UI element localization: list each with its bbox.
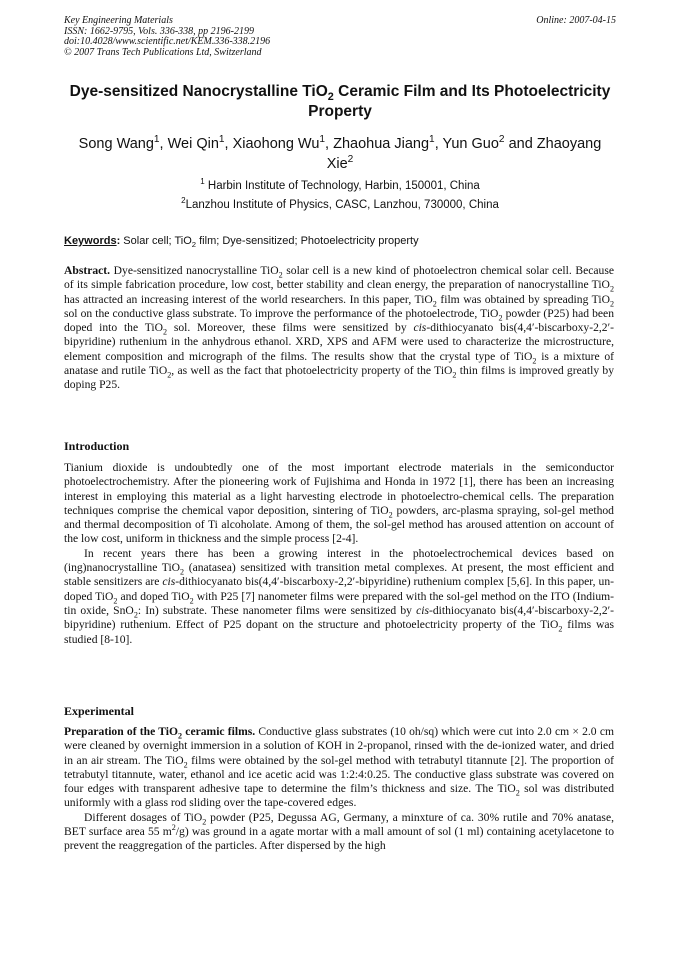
author-name: , Wei Qin	[159, 136, 219, 152]
text-run: sol on the conductive glass substrate. To improve the performance of the photoelectrode, TiO	[64, 306, 499, 320]
author-name: , Yun Guo	[434, 136, 499, 152]
subscript: 2	[189, 595, 194, 605]
title-text-cont: Ceramic Film and Its Photoelectricity Property	[308, 83, 611, 120]
text-run: and doped TiO	[117, 589, 190, 603]
text-run: sol. Moreover, these films were sensitized by	[167, 321, 414, 335]
affiliation-2	[64, 198, 616, 212]
affil-marker: 1	[218, 134, 225, 146]
author-name: and Zhaoyang Xie	[326, 136, 602, 172]
subscript: 2	[432, 298, 437, 308]
subscript: 2	[515, 788, 520, 798]
affiliation-1	[64, 179, 616, 193]
text-run: : In) substrate. These nanometer films were sensitized by	[137, 603, 417, 617]
text-run: powder (P25) had been doped into the TiO	[64, 306, 614, 335]
subscript: 2	[498, 313, 503, 323]
subscript: 2	[452, 370, 457, 380]
subscript: 2	[609, 298, 615, 308]
affil-text: Lanzhou Institute of Physics, CASC, Lanzhou, 730000, China	[185, 199, 499, 211]
subscript: 2	[183, 759, 188, 769]
title-text: Dye-sensitized Nanocrystalline TiO	[69, 83, 328, 100]
text-run: In recent years there has been a growing interest in the photoelectrochemical devices based on (ing)nanocrystalline TiO	[64, 546, 614, 575]
author-name: , Xiaohong Wu	[224, 136, 320, 152]
affil-number: 2	[181, 196, 186, 206]
text-run: -dithiocyanato bis(4,4′-biscarboxy-2,2′-bipyridine) ruthenium in the anhydrous ethanol. XRD, XPS and AFM were used to characterize the microstructure, element composition and micrograph of the films. The results show that the crystal type of TiO	[64, 321, 614, 363]
text-run: Conductive glass substrates (10 oh/sq) which were cut into 2.0 cm × 2.0 cm were cleaned by overnight immersion in a solution of KOH in 2-propanol, rinsed with the de-ionized water, and dried in an air stream. The TiO	[64, 725, 614, 767]
subscript: 2	[167, 370, 172, 380]
subscript: 2	[191, 240, 197, 250]
subscript: 2	[178, 731, 183, 741]
abstract-label: Abstract.	[64, 264, 111, 277]
text-run: thin films is improved greatly by doping P25.	[64, 364, 614, 392]
text-run: films was studied [8-10].	[64, 618, 614, 646]
subscript: 2	[133, 610, 138, 620]
author-list	[64, 134, 616, 174]
section-heading-experimental: Experimental	[64, 704, 134, 718]
text-run: Dye-sensitized nanocrystalline TiO	[110, 264, 279, 277]
title-subscript: 2	[327, 91, 334, 104]
abstract-paragraph	[64, 264, 614, 393]
italic-text: cis	[413, 321, 427, 335]
text-run: is a mixture of anatase and rutile TiO	[64, 349, 614, 378]
affil-marker: 1	[429, 134, 435, 146]
italic-text: cis	[416, 603, 429, 617]
abstract	[64, 264, 614, 393]
journal-header	[64, 16, 616, 58]
italic-text: cis	[162, 575, 176, 589]
subscript: 2	[278, 270, 283, 280]
keywords-text: film; Dye-sensitized; Photoelectricity property	[196, 235, 419, 247]
subscript: 2	[532, 356, 537, 366]
text-run: films were obtained by the sol-gel method with tetrabutyl titannute [2]. The proportion of tetrabutyl titannute, water, ethanol and ice acetic acid was 1:2:4:0.25. The conductive glass substrate was covered on four edges with transparent adhesive tape to determine the film’s thickness and size. The TiO	[64, 753, 615, 796]
subscript: 2	[162, 327, 168, 337]
subscript: 2	[388, 510, 393, 520]
issn-line: ISSN: 1662-9795, Vols. 336-338, pp 2196-2199	[64, 25, 254, 37]
paragraph	[64, 811, 614, 854]
introduction-body	[64, 461, 614, 647]
text-run: -dithiocyanato bis(4,4′-biscarboxy-2,2′-bipyridine) ruthenium. Effect of P25 dopant on the structure and photoelectricity property of the TiO	[64, 603, 615, 632]
paper-title	[64, 82, 616, 122]
copyright-line: © 2007 Trans Tech Publications Ltd, Switzerland	[64, 46, 262, 58]
paragraph	[64, 547, 614, 647]
affil-marker: 2	[347, 154, 354, 166]
affil-marker: 1	[319, 134, 326, 146]
keywords-text: Solar cell; TiO	[120, 235, 192, 247]
section-heading-introduction: Introduction	[64, 439, 130, 453]
keywords-label: Keywords	[64, 235, 117, 247]
text-run: Preparation of the TiO	[64, 725, 179, 738]
doi-line: doi:10.4028/www.scientific.net/KEM.336-338.2196	[64, 36, 271, 47]
experimental-body	[64, 725, 614, 854]
text-run: has attracted an increasing interest of the world researchers. In this paper, TiO	[64, 292, 433, 306]
affil-text: Harbin Institute of Technology, Harbin, 150001, China	[204, 180, 480, 192]
keywords-colon: :	[116, 235, 121, 247]
text-run: powders, arc-plasma spraying, sol-gel method and thermal decomposition of Ti alcoholate. Among of them, the sol-gel method has aroused attention on account of the low cost, uniform in thickness and the simple process [2-4].	[64, 503, 614, 546]
text-run: solar cell is a new kind of photoelectron chemical solar cell. Because of its simple fabrication procedure, low cost, better stability and clean energy, the preparation of nanocrystalline TiO	[64, 264, 614, 292]
paragraph	[64, 725, 614, 811]
text-run: /g) was ground in a agate mortar with a mall amount of sol (1 ml) containing acetylacetone to prevent the reaggregation of the particles. After dispersed by the high	[64, 825, 614, 853]
runin-heading	[64, 725, 256, 741]
subscript: 2	[180, 567, 185, 577]
text-run: ceramic films.	[182, 725, 256, 738]
keywords-line	[64, 234, 616, 248]
affil-marker: 2	[498, 134, 505, 146]
text-run: sol was distributed uniformly with a glass rod sliding over the tape-covered edges.	[64, 782, 614, 810]
subscript: 2	[202, 817, 207, 827]
text-run: powder (P25, Degussa AG, Germany, a minxture of ca. 30% rutile and 70% anatase, BET surface area 55 m	[64, 810, 614, 839]
author-name: , Zhaohua Jiang	[325, 136, 430, 152]
text-run: Different dosages of TiO	[84, 810, 203, 824]
text-run: film was obtained by spreading TiO	[436, 292, 610, 306]
paragraph	[64, 461, 614, 547]
journal-name: Key Engineering Materials	[64, 15, 173, 26]
text-run: Tianium dioxide is undoubtedly one of the most important electrode materials in the semiconductor photoelectrochemistry. After the pioneering work of Fujishima and Honda in 1972 [1], there has been an increasing interest in employing this material as a light harvesting electrode in photoelectro-chemical cells. The preparation techniques comprise the chemical vapor deposition, sintering of TiO	[64, 461, 614, 517]
online-date: Online: 2007-04-15	[536, 15, 616, 26]
subscript: 2	[113, 595, 118, 605]
superscript: 2	[171, 823, 176, 833]
author-name: Song Wang	[78, 136, 154, 152]
text-run: (anatasea) sensitized with transition metal complexes. At present, the most efficient and stable sensitizers are	[64, 561, 614, 589]
affil-marker: 1	[153, 134, 160, 146]
text-run: , as well as the fact that photoelectricity property of the TiO	[171, 364, 453, 378]
text-run: -dithiocyanato bis(4,4′-biscarboxy-2,2′-bipyridine) ruthenium complex [5,6]. In this paper, un-doped TiO	[64, 575, 614, 603]
subscript: 2	[609, 284, 614, 294]
subscript: 2	[558, 624, 563, 634]
affil-number: 1	[200, 177, 205, 187]
text-run: with P25 [7] nanometer films were prepared with the sol-gel method on the ITO (Indium-tin oxide, SnO	[64, 589, 614, 617]
